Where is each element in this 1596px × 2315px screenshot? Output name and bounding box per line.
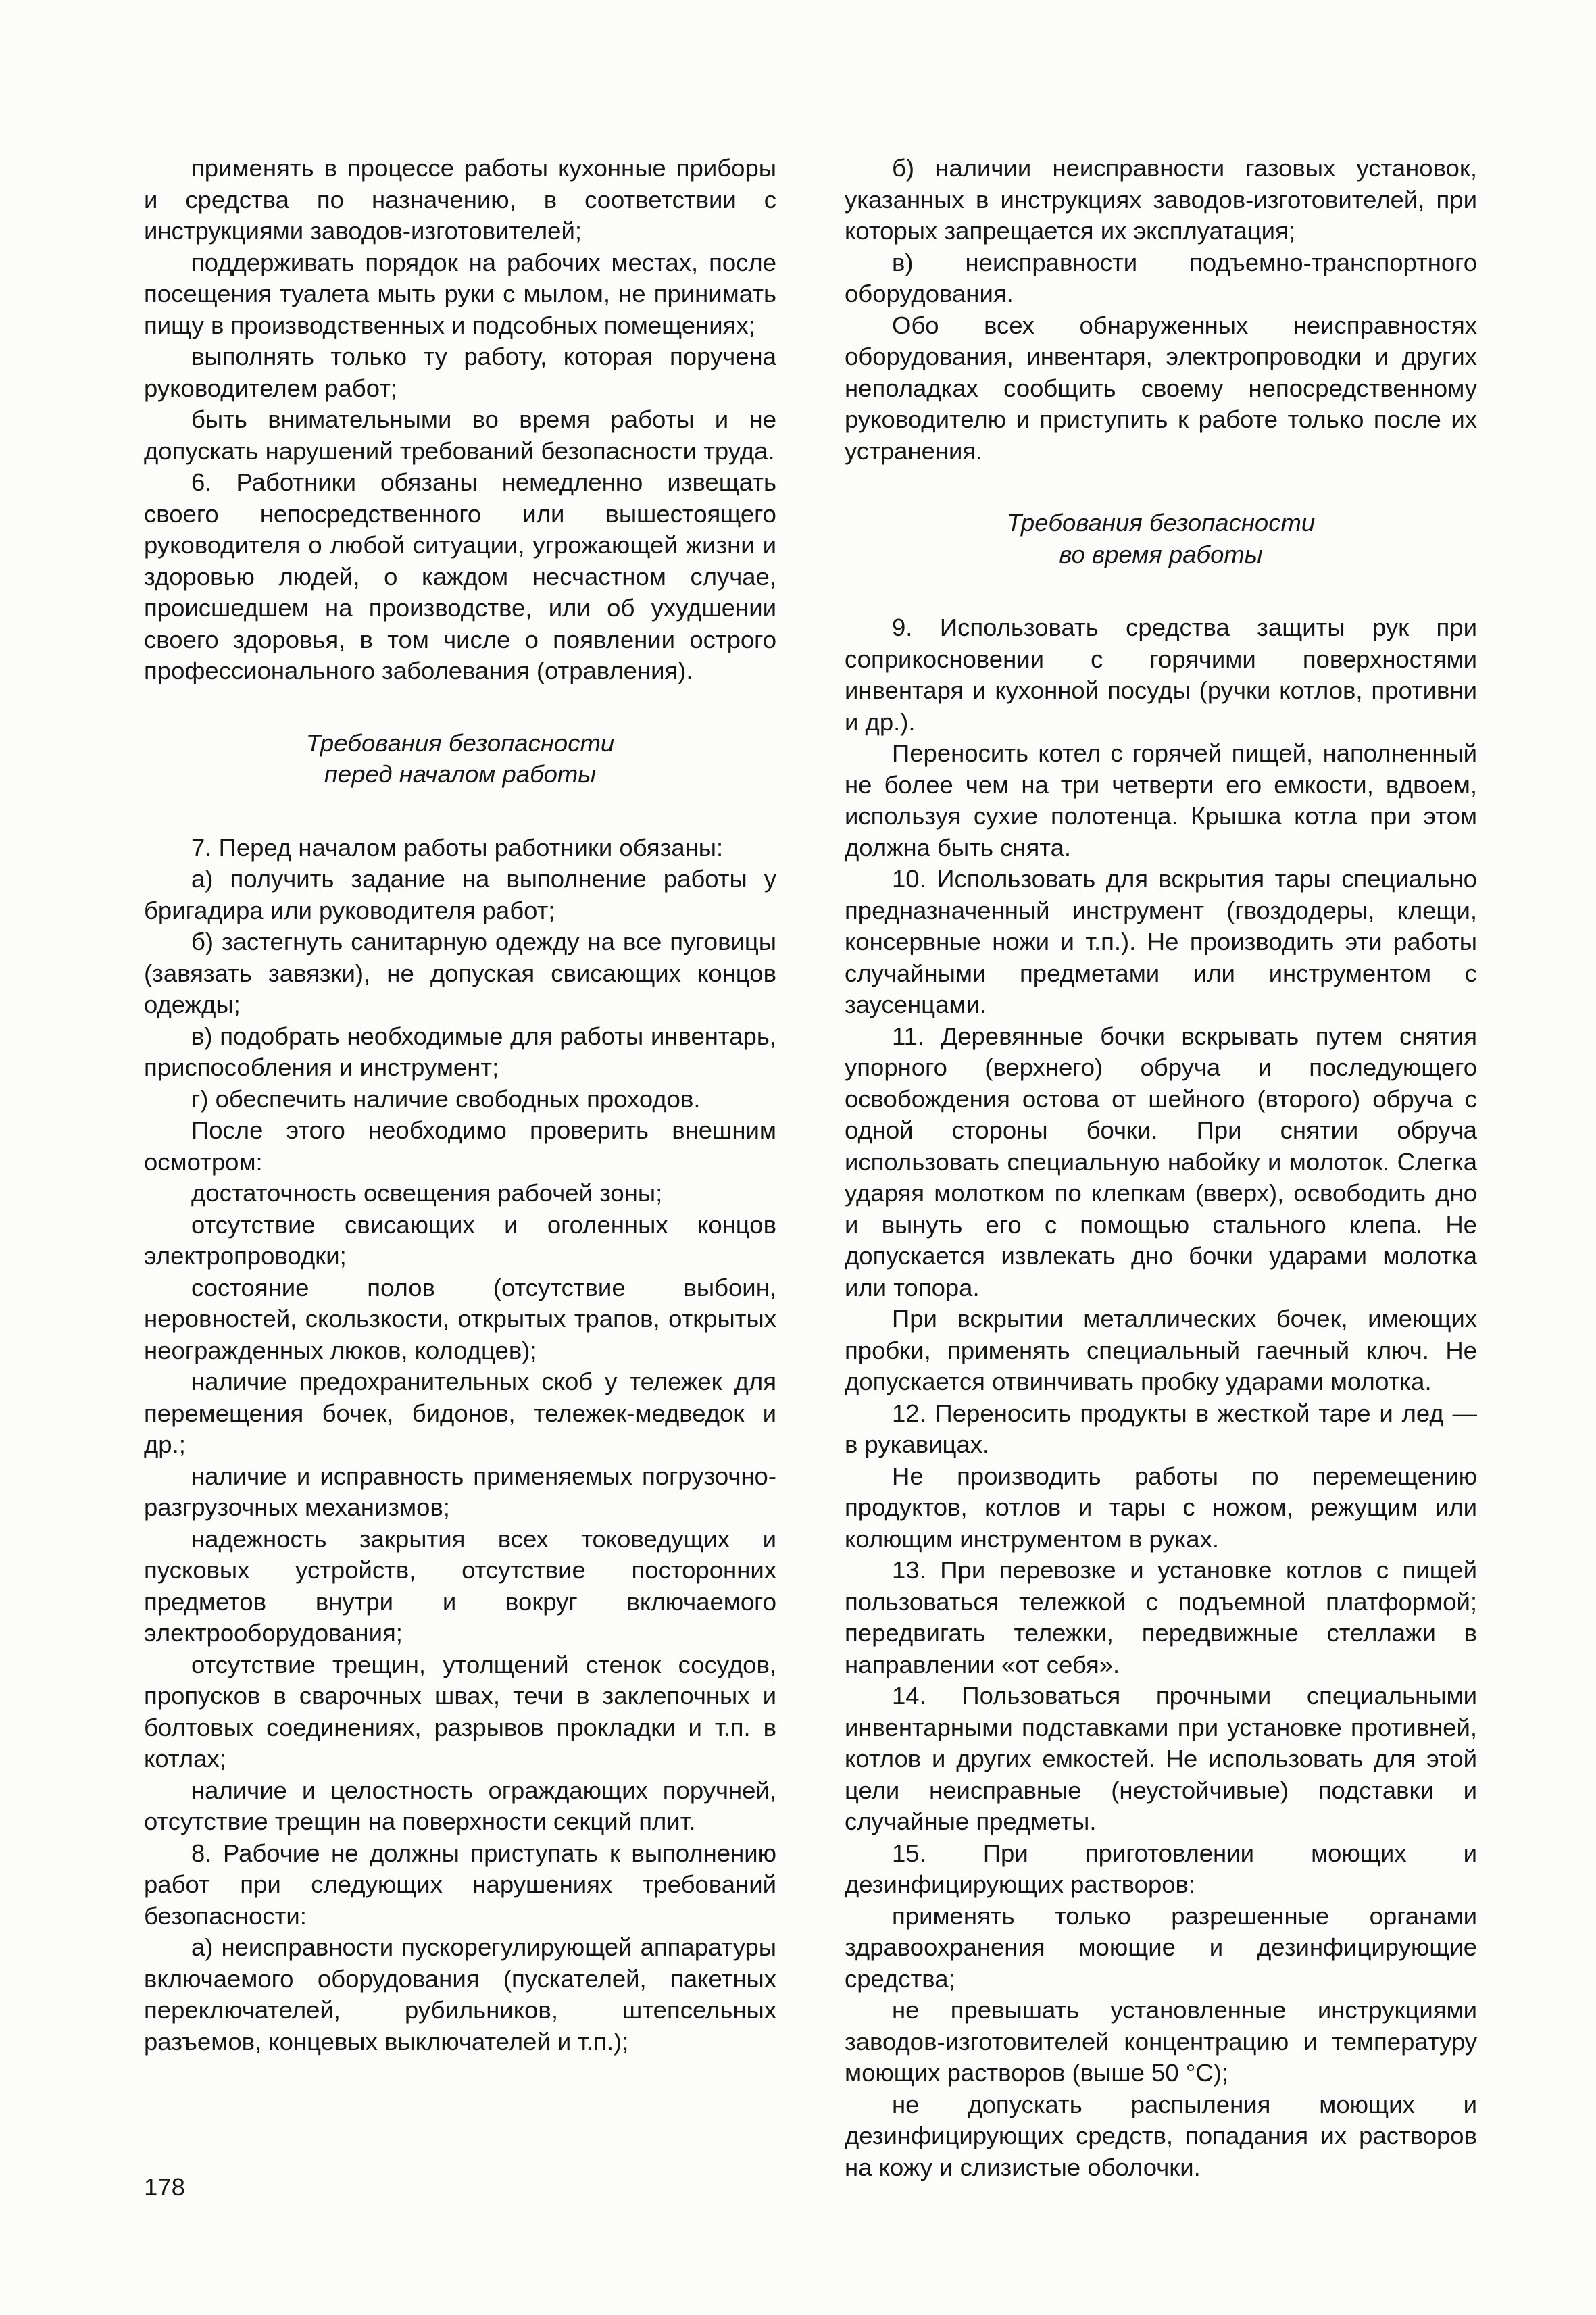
section-heading-line: перед началом работы <box>324 760 597 788</box>
right-column <box>845 153 1477 2183</box>
paragraph: отсутствие свисающих и оголенных концов электропроводки; <box>144 1210 776 1270</box>
paragraph: а) получить задание на выполнение работы у бригадира или руководителя работ; <box>144 865 776 924</box>
section-heading <box>144 728 776 791</box>
paragraph: 15. При приготовлении моющих и дезинфицирующих растворов: <box>845 1839 1477 1898</box>
paragraph: надежность закрытия всех токоведущих и пусковых устройств, отсутствие посторонних предметов внутри и вокруг включаемого электрооборудования; <box>144 1524 776 1647</box>
section-heading-line: во время работы <box>1059 540 1263 568</box>
paragraph: применять в процессе работы кухонные приборы и средства по назначению, в соответствии с инструкциями заводов-изготовителей; <box>144 154 776 245</box>
paragraph: б) застегнуть санитарную одежду на все пуговицы (завязать завязки), не допуская свисающих концов одежды; <box>144 928 776 1018</box>
paragraph: 12. Переносить продукты в жесткой таре и лед — в рукавицах. <box>845 1399 1477 1458</box>
paragraph: не превышать установленные инструкциями заводов-изготовителей концентрацию и температуру моющих растворов (выше 50 °С); <box>845 1996 1477 2087</box>
paragraph: применять только разрешенные органами здравоохранения моющие и дезинфицирующие средства; <box>845 1901 1477 1993</box>
section-heading-line: Требования безопасности <box>305 728 615 757</box>
left-column <box>144 153 776 2058</box>
paragraph: 7. Перед началом работы работники обязаны: <box>191 833 724 862</box>
paragraph: поддерживать порядок на рабочих местах, после посещения туалета мыть руки с мылом, не принимать пищу в производственных и подсобных помещениях; <box>144 248 776 339</box>
paragraph: в) подобрать необходимые для работы инвентарь, приспособления и инструмент; <box>144 1022 776 1081</box>
paragraph: Обо всех обнаруженных неисправностях оборудования, инвентаря, электропроводки и других неполадках сообщить своему непосредственному руководителю и приступить к работе только после их устранения. <box>845 311 1477 465</box>
paragraph: а) неисправности пускорегулирующей аппаратуры включаемого оборудования (пускателей, пакетных переключателей, рубильников, штепсельных разъемов, концевых выключателей и т.п.); <box>144 1933 776 2056</box>
section-heading <box>845 507 1477 570</box>
paragraph: быть внимательными во время работы и не допускать нарушений требований безопасности труда. <box>144 405 776 465</box>
paragraph: 14. Пользоваться прочными специальными инвентарными подставками при установке противней, котлов и других емкостей. Не использовать для этой цели неисправные (неустойчивые) подставки и случайные предметы. <box>845 1682 1477 1835</box>
paragraph: 10. Использовать для вскрытия тары специально предназначенный инструмент (гвоздодеры, клещи, консервные ножи и т.п.). Не производить эти работы случайными предметами или инструментом с заусенцами. <box>845 865 1477 1018</box>
page-number: 178 <box>144 2173 185 2201</box>
paragraph: 6. Работники обязаны немедленно извещать своего непосредственного или вышестоящего руководителя о любой ситуации, угрожающей жизни и здоровью людей, о каждом несчастном случае, происшедшем на производстве, или об ухудшении своего здоровья, в том числе о появлении острого профессионального заболевания (отравления). <box>144 468 776 684</box>
paragraph: наличие и целостность ограждающих поручней, отсутствие трещин на поверхности секций плит. <box>144 1776 776 1835</box>
paragraph: При вскрытии металлических бочек, имеющих пробки, применять специальный гаечный ключ. Не допускается отвинчивать пробку ударами молотка. <box>845 1305 1477 1395</box>
paragraph: Переносить котел с горячей пищей, наполненный не более чем на три четверти его емкости, вдвоем, используя сухие полотенца. Крышка котла при этом должна быть снята. <box>845 739 1477 862</box>
paragraph: отсутствие трещин, утолщений стенок сосудов, пропусков в сварочных швах, течи в заклепочных и болтовых соединениях, разрывов прокладки и т.п. в котлах; <box>144 1650 776 1772</box>
paragraph: 13. При перевозке и установке котлов с пищей пользоваться тележкой с подъемной платформой; передвигать тележки, передвижные стеллажи в направлении «от себя». <box>845 1556 1477 1678</box>
paragraph: После этого необходимо проверить внешним осмотром: <box>144 1116 776 1176</box>
paragraph: Не производить работы по перемещению продуктов, котлов и тары с ножом, режущим или колющим инструментом в руках. <box>845 1462 1477 1553</box>
section-heading-line: Требования безопасности <box>1006 509 1316 537</box>
paragraph: 9. Использовать средства защиты рук при соприкосновении с горячими поверхностями инвентаря и кухонной посуды (ручки котлов, противни и др.). <box>845 614 1477 736</box>
paragraph: не допускать распыления моющих и дезинфицирующих средств, попадания их растворов на кожу и слизистые оболочки. <box>845 2090 1477 2181</box>
paragraph: г) обеспечить наличие свободных проходов. <box>191 1085 701 1113</box>
paragraph: наличие и исправность применяемых погрузочно-разгрузочных механизмов; <box>144 1462 776 1521</box>
paragraph: 11. Деревянные бочки вскрывать путем снятия упорного (верхнего) обруча и последующего освобождения остова от шейного (второго) обруча с одной стороны бочки. При снятии обруча использовать специальную набойку и молоток. Слегка ударяя молотком по клепкам (вверх), освободить дно и вынуть его с помощью стального клепа. Не допускается извлекать дно бочки ударами молотка или топора. <box>845 1022 1477 1301</box>
paragraph: достаточность освещения рабочей зоны; <box>191 1179 663 1207</box>
paragraph: состояние полов (отсутствие выбоин, неровностей, скользкости, открытых трапов, открытых неогражденных люков, колодцев); <box>144 1273 776 1364</box>
paragraph: б) наличии неисправности газовых установок, указанных в инструкциях заводов-изготовителей, при которых запрещается их эксплуатация; <box>845 154 1477 245</box>
paragraph: в) неисправности подъемно-транспортного оборудования. <box>845 248 1477 307</box>
paragraph: выполнять только ту работу, которая поручена руководителем работ; <box>144 343 776 402</box>
paragraph: 8. Рабочие не должны приступать к выполнению работ при следующих нарушениях требований безопасности: <box>144 1839 776 1930</box>
paragraph: наличие предохранительных скоб у тележек для перемещения бочек, бидонов, тележек-медведок и др.; <box>144 1368 776 1458</box>
